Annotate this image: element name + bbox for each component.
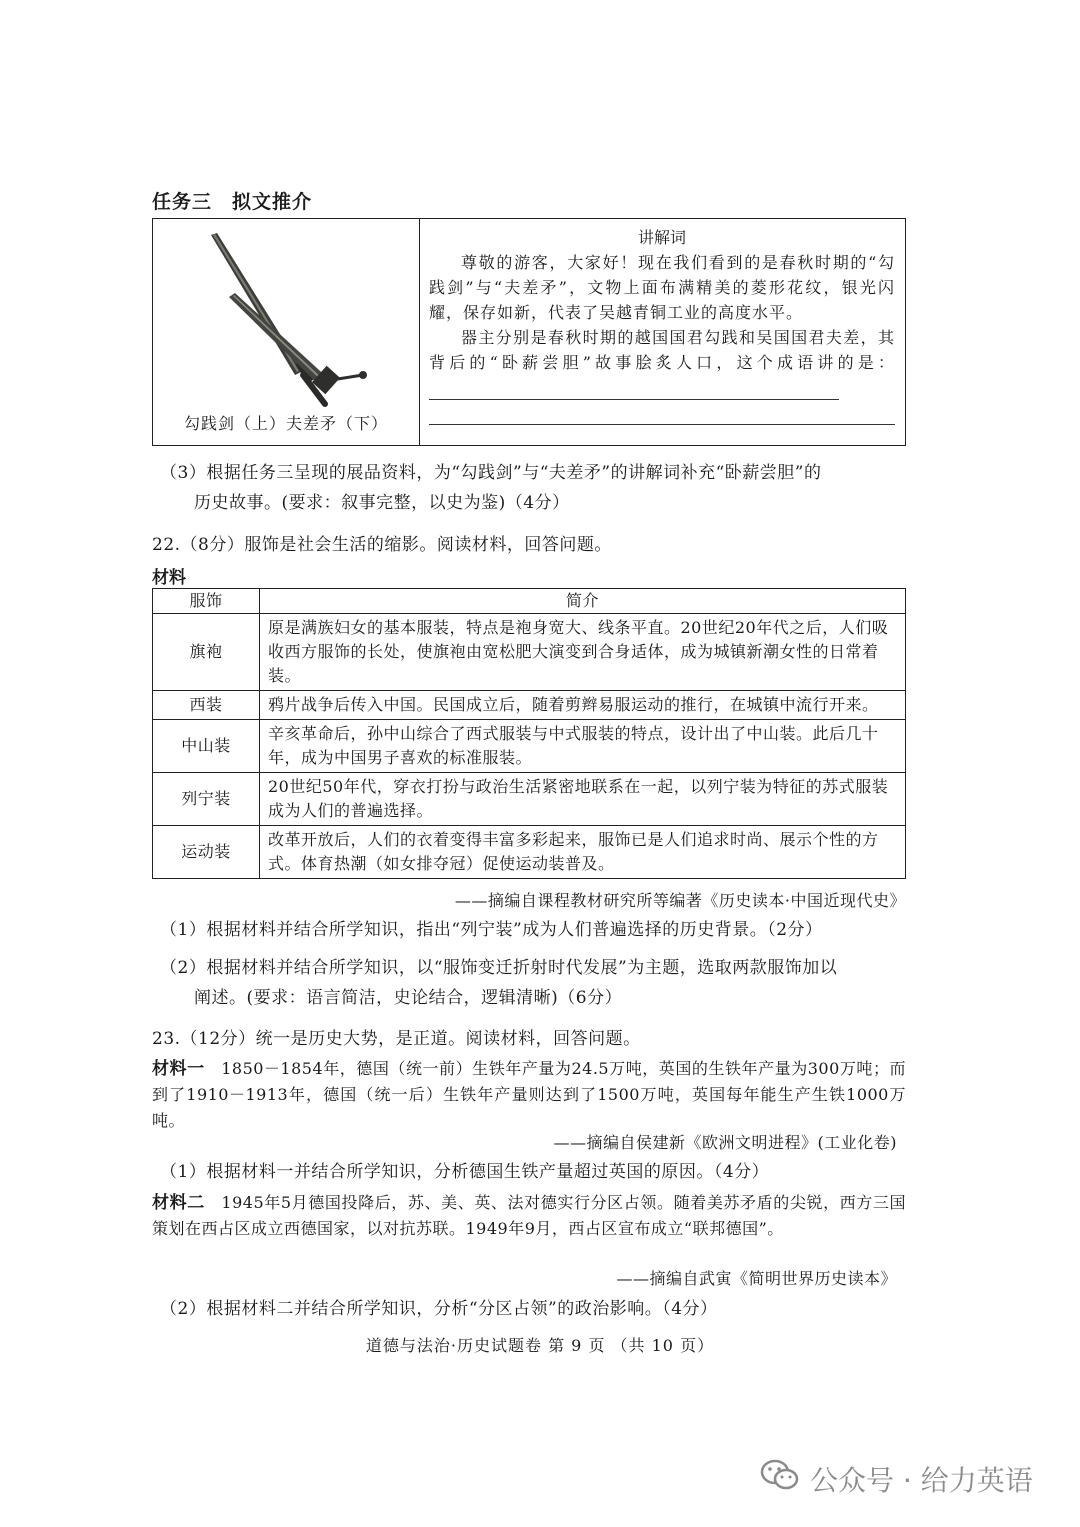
header-clothing: 服饰 bbox=[153, 589, 260, 614]
table-header-row bbox=[153, 589, 906, 614]
source-22: ——摘编自课程教材研究所等编著《历史读本·中国近现代史》 bbox=[454, 891, 906, 910]
table-row bbox=[153, 614, 906, 691]
clothing-desc: 辛亥革命后，孙中山综合了西式服装与中式服装的特点，设计出了中山装。此后几十年，成为中国男子喜欢的标准服装。 bbox=[260, 720, 906, 773]
table-row bbox=[153, 773, 906, 826]
answer-blank[interactable] bbox=[429, 385, 839, 400]
clothing-name: 列宁装 bbox=[153, 773, 260, 826]
answer-blank-line-2[interactable] bbox=[429, 402, 895, 425]
source-23-2: ——摘编自武寅《简明世界历史读本》 bbox=[616, 1269, 897, 1288]
material-2-text: 1945年5月德国投降后，苏、美、英、法对德实行分区占领。随着美苏矛盾的尖锐，西方三国策划在西占区成立西德国家，以对抗苏联。1949年9月，西占区宣布成立“联邦德国”。 bbox=[152, 1193, 907, 1238]
question-22-1: （1）根据材料并结合所学知识，指出“列宁装”成为人们普遍选择的历史背景。（2分） bbox=[160, 920, 823, 940]
clothing-desc: 20世纪50年代，穿衣打扮与政治生活紧密地联系在一起，以列宁装为特征的苏式服装成为人们的普遍选择。 bbox=[260, 773, 906, 826]
clothing-name: 中山装 bbox=[153, 720, 260, 773]
header-intro: 简介 bbox=[260, 589, 906, 614]
table-row bbox=[153, 691, 906, 720]
question-23-2: （2）根据材料二并结合所学知识，分析“分区占领”的政治影响。（4分） bbox=[160, 1299, 718, 1319]
sword-and-spear-illustration bbox=[153, 219, 419, 409]
clothing-desc: 鸦片战争后传入中国。民国成立后，随着剪辫易服运动的推行，在城镇中流行开来。 bbox=[260, 691, 906, 720]
question-22-2 bbox=[160, 953, 920, 1013]
material-1-label: 材料一 bbox=[152, 1059, 205, 1079]
clothing-name: 西装 bbox=[153, 691, 260, 720]
question-21-3 bbox=[160, 458, 920, 518]
speech-paragraph-1: 尊敬的游客，大家好！现在我们看到的是春秋时期的“勾践剑”与“夫差矛”，文物上面布满精美的菱形花纹，银光闪耀，保存如新，代表了吴越青铜工业的高度水平。 bbox=[429, 253, 895, 322]
clothing-desc: 原是满族妇女的基本服装，特点是袍身宽大、线条平直。20世纪20年代之后，人们吸收西方服饰的长处，使旗袍由宽松肥大演变到合身适体，成为城镇新潮女性的日常着装。 bbox=[260, 614, 906, 691]
image-caption: 勾践剑（上）夫差矛（下） bbox=[183, 414, 388, 433]
clothing-table bbox=[152, 588, 906, 879]
question-22-2-line-2: 阐述。(要求：语言简洁，史论结合，逻辑清晰)（6分） bbox=[194, 988, 623, 1008]
wechat-icon bbox=[760, 1458, 800, 1499]
watermark bbox=[760, 1458, 1033, 1499]
speech-paragraph-2-text: 器主分别是春秋时期的越国国君勾践和吴国国君夫差，其背后的“卧薪尝胆”故事脍炙人口，这个成语讲的是： bbox=[429, 328, 895, 372]
material-2-label: 材料二 bbox=[152, 1193, 205, 1213]
material-1-text: 1850－1854年，德国（统一前）生铁年产量为24.5万吨，英国的生铁年产量为300万吨；而到了1910－1913年，德国（统一后）生铁年产量则达到了1500万吨，英国每年能生产生铁1000万吨。 bbox=[152, 1059, 906, 1130]
task-table bbox=[152, 218, 906, 446]
question-22-2-line-1: （2）根据材料并结合所学知识，以“服饰变迁折射时代发展”为主题，选取两款服饰加以 bbox=[160, 958, 838, 978]
task-title: 任务三 拟文推介 bbox=[152, 191, 313, 213]
question-22-stem: 22.（8分）服饰是社会生活的缩影。阅读材料，回答问题。 bbox=[152, 535, 612, 555]
source-23-1: ——摘编自侯建新《欧洲文明进程》(工业化卷) bbox=[553, 1133, 897, 1152]
watermark-text: 公众号 · 给力英语 bbox=[810, 1463, 1033, 1497]
question-21-3-line-1: （3）根据任务三呈现的展品资料，为“勾践剑”与“夫差矛”的讲解词补充“卧薪尝胆”的 bbox=[160, 463, 822, 483]
page-footer: 道德与法治·历史试题卷 第 9 页 （共 10 页） bbox=[365, 1336, 715, 1355]
clothing-name: 运动装 bbox=[153, 826, 260, 879]
material-label: 材料 bbox=[152, 568, 186, 588]
question-21-3-line-2: 历史故事。(要求：叙事完整，以史为鉴)（4分） bbox=[194, 493, 570, 513]
clothing-desc: 改革开放后，人们的衣着变得丰富多彩起来，服饰已是人们追求时尚、展示个性的方式。体育热潮（如女排夺冠）促使运动装普及。 bbox=[260, 826, 906, 879]
fuchai-spear bbox=[229, 293, 367, 394]
table-row bbox=[153, 720, 906, 773]
question-23-1: （1）根据材料一并结合所学知识，分析德国生铁产量超过英国的原因。（4分） bbox=[160, 1162, 770, 1182]
material-1 bbox=[152, 1056, 906, 1134]
speech-title: 讲解词 bbox=[637, 228, 686, 247]
material-2 bbox=[152, 1190, 906, 1242]
clothing-name: 旗袍 bbox=[153, 614, 260, 691]
speech-paragraph-2 bbox=[429, 325, 895, 400]
table-divider bbox=[419, 219, 420, 445]
question-23-stem: 23.（12分）统一是历史大势，是正道。阅读材料，回答问题。 bbox=[152, 1029, 641, 1049]
speech-text bbox=[429, 225, 895, 425]
table-row bbox=[153, 826, 906, 879]
goujian-sword bbox=[211, 233, 325, 404]
